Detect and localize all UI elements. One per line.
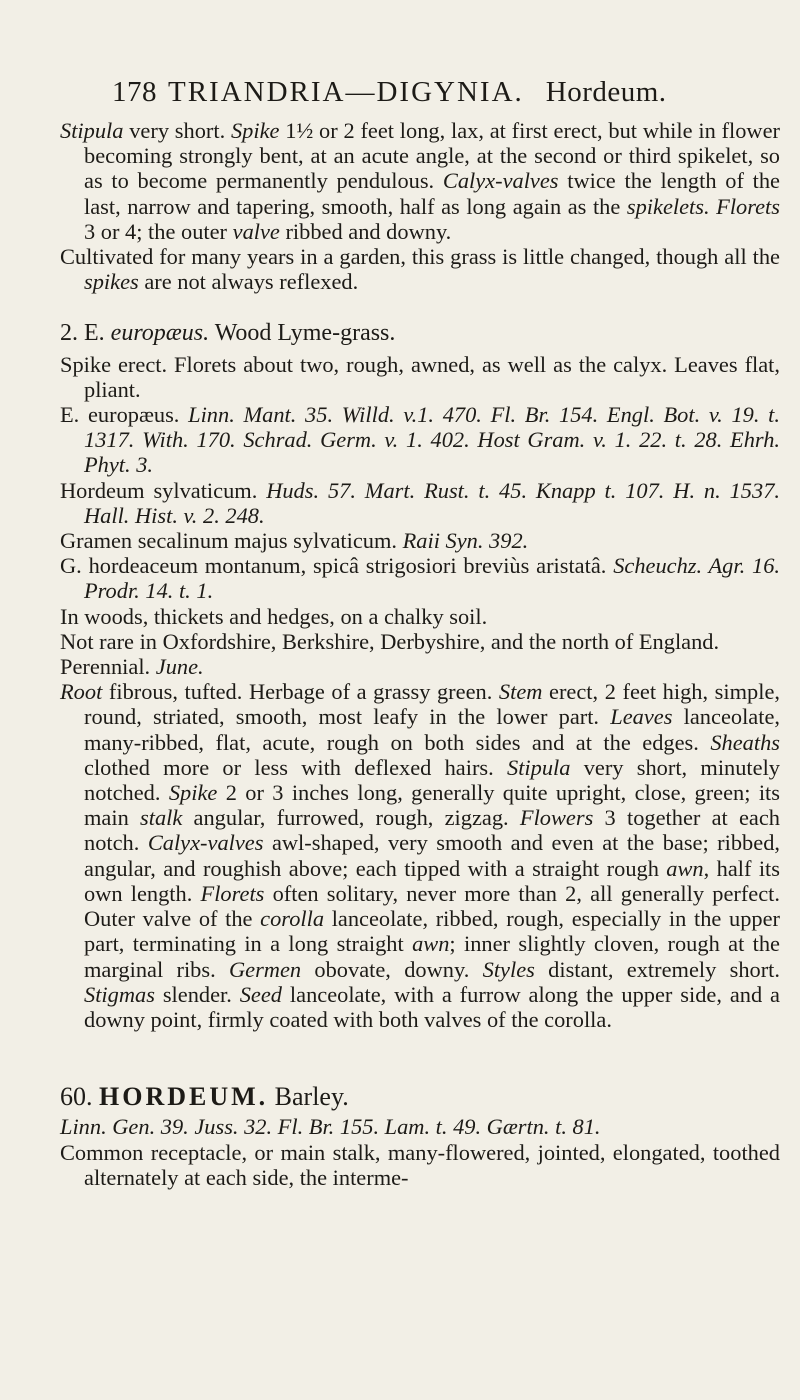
synonym-2: Hordeum sylvaticum. Huds. 57. Mart. Rust. t. 45. Knapp t. 107. H. n. 1537. Hall. Hist. v. 2. 248. (60, 477, 780, 528)
synonym-3: Gramen secalinum majus sylvaticum. Raii Syn. 392. (60, 528, 529, 554)
page-body (60, 118, 780, 1190)
genus-character: Common receptacle, or main stalk, many-flowered, jointed, elongated, toothed alternately at each side, the interme- (60, 1139, 780, 1190)
species-description: Root fibrous, tufted. Herbage of a grassy green. Stem erect, 2 feet high, simple, round, striated, smooth, most leafy in the lower part. Leaves lanceolate, many-ribbed, flat, acute, rough on both sides and at the edges. Sheaths clothed more or less with deflexed hairs. Stipula very short, minutely notched. Spike 2 or 3 inches long, generally quite upright, close, green; its main stalk angular, furrowed, rough, zigzag. Flowers 3 together at each notch. Calyx-valves awl-shaped, very smooth and even at the base; ribbed, angular, and roughish above; each tipped with a straight rough awn, half its own length. Florets often solitary, never more than 2, all generally perfect. Outer valve of the corolla lanceolate, ribbed, rough, especially in the upper part, terminating in a long straight awn; inner slightly cloven, rough at the marginal ribs. Germen obovate, downy. Styles distant, extremely short. Stigmas slender. Seed lanceolate, with a furrow along the upper side, and a downy point, firmly coated with both valves of the corolla. (60, 679, 781, 1032)
section-title: TRIANDRIA—DIGYNIA. (168, 76, 524, 108)
genus-heading: 60. HORDEUM. Barley. (60, 1082, 349, 1112)
species-heading: 2. E. europæus. Wood Lyme-grass. (60, 320, 396, 347)
species-diagnosis: Spike erect. Florets about two, rough, awned, as well as the calyx. Leaves flat, pliant. (60, 351, 780, 402)
page-number: 178 (112, 76, 157, 108)
genus-references: Linn. Gen. 39. Juss. 32. Fl. Br. 155. Lam. t. 49. Gærtn. t. 81. (60, 1114, 601, 1140)
duration: Perennial. June. (60, 654, 204, 680)
synonym-4: G. hordeaceum montanum, spicâ strigosiori breviùs aristatâ. Scheuchz. Agr. 16. Prodr. 14. t. 1. (60, 553, 780, 604)
distribution: Not rare in Oxfordshire, Berkshire, Derbyshire, and the north of England. (60, 628, 720, 654)
cultivation-note: Cultivated for many years in a garden, this grass is little changed, though all the spikes are not always reflexed. (60, 244, 780, 295)
continuation-paragraph: Stipula very short. Spike 1½ or 2 feet long, lax, at first erect, but while in flower becoming strongly bent, at an acute angle, at the second or third spikelet, so as to become permanently pendulous. Calyx-valves twice the length of the last, narrow and tapering, smooth, half as long again as the spikelets. Florets 3 or 4; the outer valve ribbed and downy. (60, 118, 780, 244)
synonym-1: E. europæus. Linn. Mant. 35. Willd. v.1. 470. Fl. Br. 154. Engl. Bot. v. 19. t. 1317. With. 170. Schrad. Germ. v. 1. 402. Host Gram. v. 1. 22. t. 28. Ehrh. Phyt. 3. (60, 402, 780, 478)
running-genus: Hordeum. (545, 76, 667, 108)
running-head (112, 76, 712, 109)
habitat: In woods, thickets and hedges, on a chalky soil. (60, 603, 488, 629)
